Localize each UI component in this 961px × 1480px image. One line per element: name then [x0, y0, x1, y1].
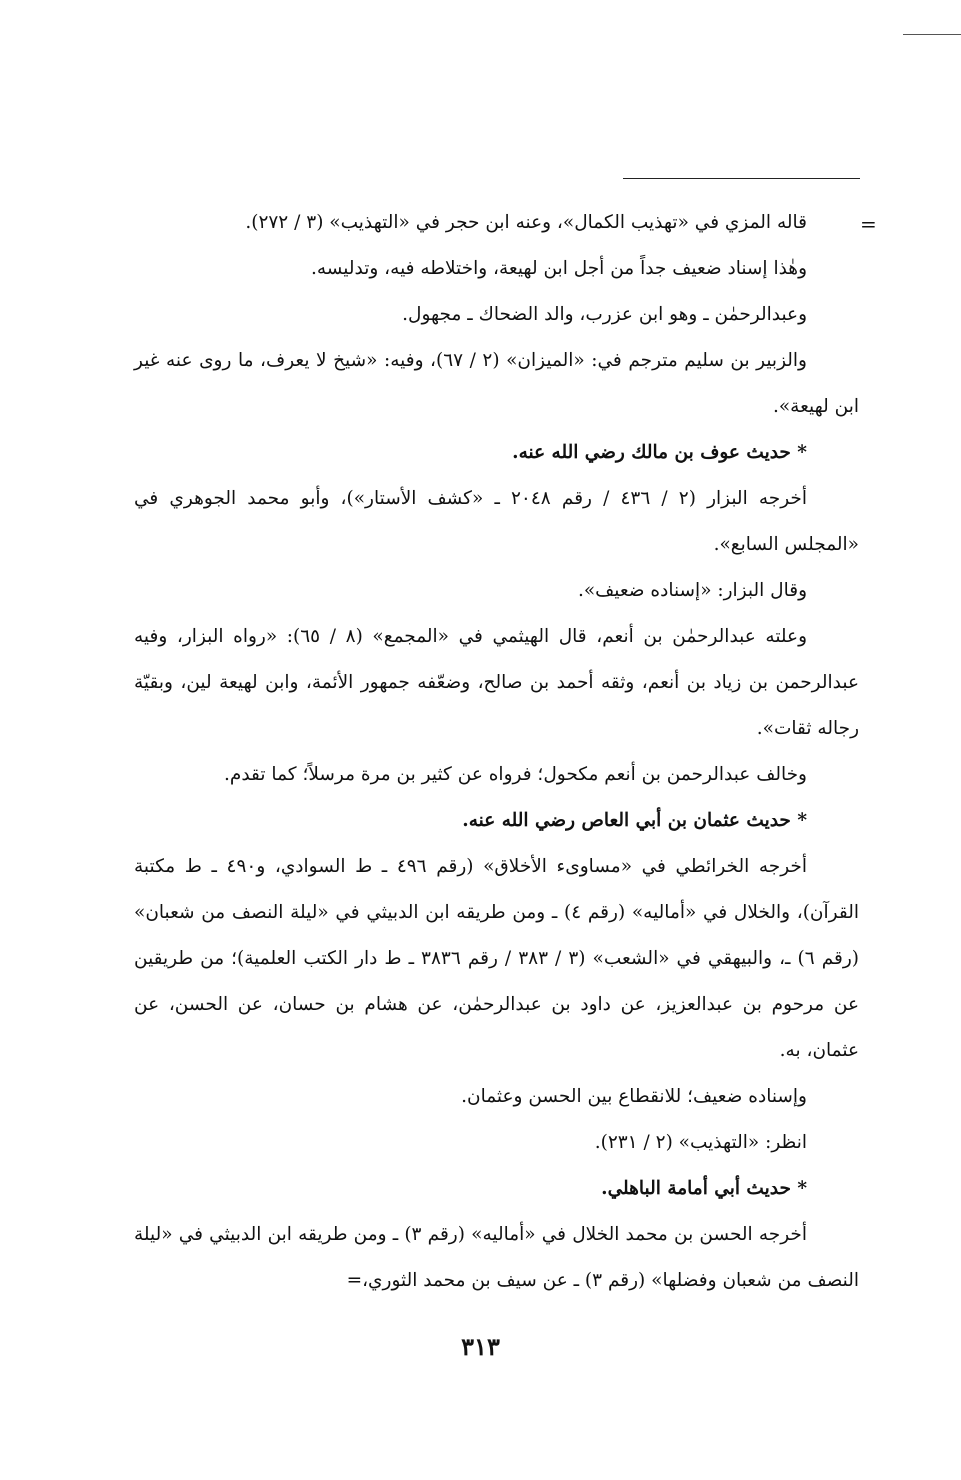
- hadith-heading: * حديث عثمان بن أبي العاص رضي الله عنه.: [462, 810, 807, 831]
- footnote-separator: [623, 178, 860, 179]
- footnote-paragraph: قاله المزي في «تهذيب الكمال»، وعنه ابن حجر في «التهذيب» (٣ / ٢٧٢).: [245, 212, 807, 233]
- footnote-text: [134, 200, 859, 1304]
- footnote-paragraph: أخرجه الخرائطي في «مساوىء الأخلاق» (رقم ٤٩٦ ـ ط السوادي، و٤٩٠ ـ ط مكتبة القرآن)، والخلال في «أماليه» (رقم ٤) ـ ومن طريقه ابن الدبيثي في «ليلة النصف من شعبان» (رقم ٦) ـ، والبيهقي في «الشعب» (٣ / ٣٨٣ / رقم ٣٨٣٦ ـ ط دار الكتب العلمية)؛ من طريقين عن مرحوم بن عبدالعزيز، عن داود بن عبدالرحمٰن، عن هشام بن حسان، عن الحسن، عن عثمان، به.: [134, 856, 860, 1061]
- hadith-heading: * حديث أبي أمامة الباهلي.: [601, 1178, 807, 1199]
- footnote-paragraph: والزبير بن سليم مترجم في: «الميزان» (٢ / ٦٧)، وفيه: «شيخ لا يعرف، ما روى عنه غير ابن لهيعة».: [134, 350, 859, 417]
- page-number: ٣١٣: [461, 1332, 500, 1361]
- footnote-paragraph: وقال البزار: «إسناده ضعيف».: [577, 580, 807, 601]
- footnote-paragraph: وعبدالرحمٰن ـ وهو ابن عزرب، والد الضحاك ـ مجهول.: [402, 304, 807, 325]
- footnote-paragraph: وعلته عبدالرحمٰن بن أنعم، قال الهيثمي في «المجمع» (٨ / ٦٥): «رواه البزار، وفيه عبدالرحمن بن زياد بن أنعم، وثقه أحمد بن صالح، وضعّفه جمهور الأئمة، وابن لهيعة لين، وبقيّة رجاله ثقات».: [134, 626, 859, 739]
- footnote-paragraph: وإسناده ضعيف؛ للانقطاع بين الحسن وعثمان.: [461, 1086, 807, 1107]
- footnote-paragraph: وخالف عبدالرحمن بن أنعم مكحول؛ فرواه عن كثير بن مرة مرسلاً؛ كما تقدم.: [224, 764, 807, 785]
- hadith-heading: * حديث عوف بن مالك رضي الله عنه.: [512, 442, 807, 463]
- footnote-paragraph: أخرجه الحسن بن محمد الخلال في «أماليه» (رقم ٣) ـ ومن طريقه ابن الدبيثي في «ليلة النصف من شعبان وفضلها» (رقم ٣) ـ عن سيف بن محمد الثوري،=: [134, 1224, 859, 1291]
- footnote-paragraph: أخرجه البزار (٢ / ٤٣٦ / رقم ٢٠٤٨ ـ «كشف الأستار»)، وأبو محمد الجوهري في «المجلس السابع».: [134, 488, 859, 555]
- page-edge-rule: [903, 34, 961, 35]
- footnote-paragraph: وهٰذا إسناد ضعيف جداً من أجل ابن لهيعة، واختلاطه فيه، وتدليسه.: [310, 258, 807, 279]
- footnote-paragraph: انظر: «التهذيب» (٢ / ٢٣١).: [594, 1132, 807, 1153]
- continuation-mark: =: [860, 212, 877, 236]
